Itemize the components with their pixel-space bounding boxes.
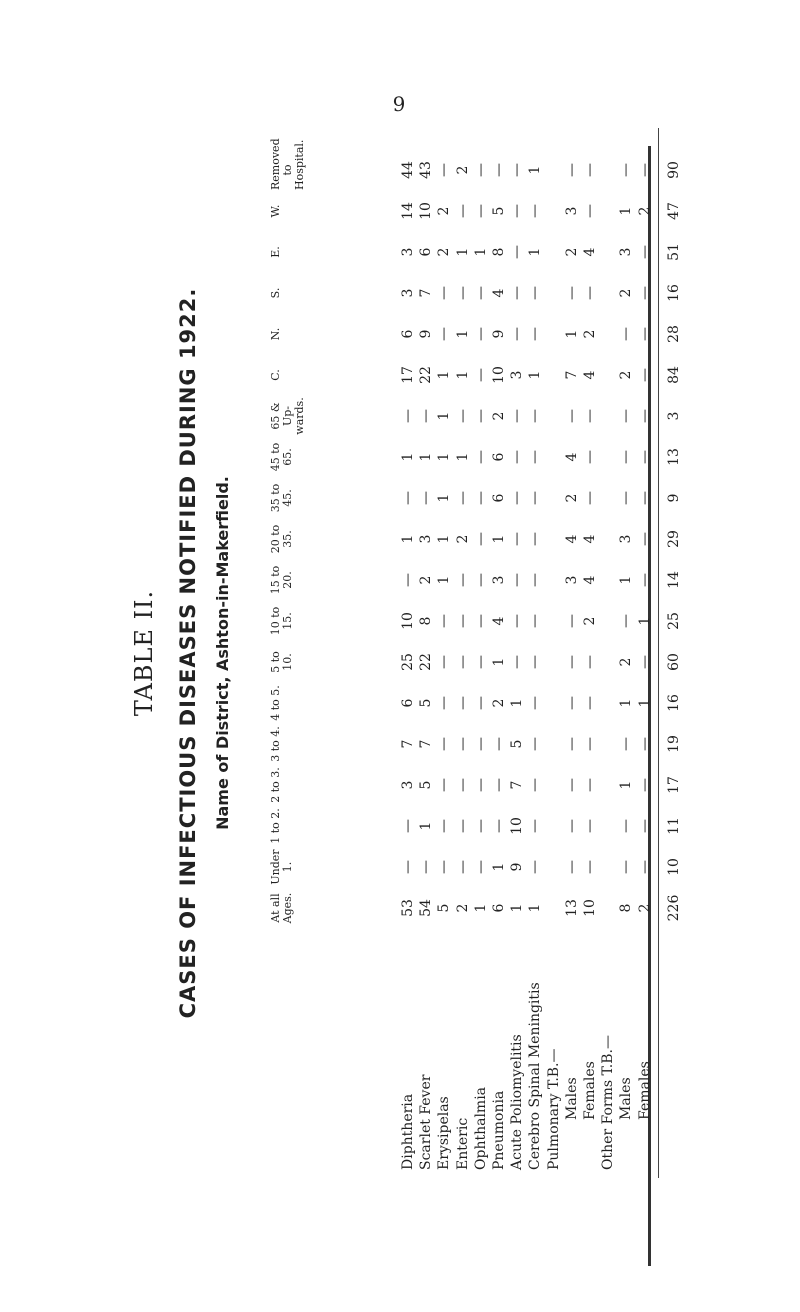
table-cell: 2 [582,616,598,626]
row-label: Males [563,1077,580,1120]
table-cell: — [582,737,598,751]
table-cell: — [472,204,489,218]
table-cell: — [563,778,580,792]
table-cell: — [582,860,598,874]
table-cell: 1 [527,370,544,380]
table-cell: 3 [618,247,635,257]
row-label: Erysipelas [436,1096,453,1170]
totals-rule [658,128,659,1178]
table-cell: — [454,614,471,628]
table-cell: 1 [418,821,435,831]
table-cell: 5 [436,903,453,913]
total-cell: 14 [666,571,682,589]
table-cell: — [436,819,453,833]
column-header: 20 to 35. [269,524,294,554]
table-cell: — [563,819,580,833]
table-cell: 9 [491,329,507,339]
table-cell: 1 [527,165,544,175]
table-cell: — [436,737,453,751]
table-cell: — [636,737,653,751]
table-cell: — [563,655,580,669]
column-header: 65 & Up-wards. [269,397,306,435]
table-cell: — [636,286,653,300]
table-cell: 2 [454,534,471,544]
total-cell: 13 [666,448,682,466]
table-cell: — [472,655,489,669]
table-cell: 43 [418,161,435,179]
column-header: Removed to Hospital. [269,138,306,190]
table-cell: 3 [418,534,435,544]
table-cell: — [400,860,416,874]
table-cell: — [509,327,526,341]
column-header: 1 to 2. [269,808,282,844]
table-cell: 2 [563,247,580,257]
table-cell: — [509,245,526,259]
table-cell: — [527,491,544,505]
column-header: 5 to 10. [269,651,294,673]
table-cell: — [454,696,471,710]
table-cell: 10 [400,612,416,630]
table-cell: 22 [418,366,435,384]
table-subtitle: Name of District, Ashton-in-Makerfield. [213,476,232,830]
table-cell: — [563,409,580,423]
row-label: Enteric [454,1117,471,1170]
table-cell: — [636,532,653,546]
total-cell: 11 [666,817,682,835]
table-cell: — [491,778,507,792]
table-cell: 1 [454,329,471,339]
table-cell: — [509,491,526,505]
table-cell: 1 [636,616,653,626]
column-header: S. [269,287,282,299]
table-cell: 3 [618,534,635,544]
table-cell: — [509,409,526,423]
table-cell: — [472,286,489,300]
table-cell: — [582,163,598,177]
table-cell: — [582,450,598,464]
table-cell: 5 [418,780,435,790]
table-cell: 1 [491,862,507,872]
table-cell: — [454,860,471,874]
table-cell: 2 [436,247,453,257]
table-cell: 10 [491,366,507,384]
table-cell: — [454,778,471,792]
column-header: At all Ages. [269,892,294,924]
column-header: 3 to 4. [269,726,282,762]
table-cell: — [618,614,635,628]
total-cell: 84 [666,366,682,384]
total-cell: 16 [666,694,682,712]
table-cell: — [472,778,489,792]
table-cell: — [563,614,580,628]
column-header: 45 to 65. [269,442,294,472]
table-cell: 1 [436,370,453,380]
column-header: W. [269,204,282,218]
table-cell: 1 [436,493,453,503]
table-cell: 14 [400,202,416,220]
table-cell: — [636,163,653,177]
table-cell: — [509,655,526,669]
table-cell: — [454,819,471,833]
table-cell: — [509,286,526,300]
table-cell: 2 [618,657,635,667]
table-cell: 3 [563,575,580,585]
table-cell: — [636,368,653,382]
total-cell: 17 [666,776,682,794]
table-cell: 1 [436,534,453,544]
table-cell: — [582,655,598,669]
table-cell: 5 [491,206,507,216]
rotated-table-page [130,128,690,1178]
table-cell: — [527,450,544,464]
table-cell: 2 [563,493,580,503]
table-cell: — [436,163,453,177]
table-cell: 8 [491,247,507,257]
table-cell: 1 [454,247,471,257]
table-cell: — [472,860,489,874]
table-cell: — [454,737,471,751]
table-cell: — [436,778,453,792]
table-cell: 1 [618,575,635,585]
table-cell: 22 [418,653,435,671]
table-cell: — [636,327,653,341]
table-cell: — [527,696,544,710]
table-cell: — [454,204,471,218]
table-cell: — [454,286,471,300]
row-label: Pulmonary T.B.— [545,1048,562,1170]
table-cell: 6 [400,698,416,708]
table-cell: 2 [618,370,635,380]
table-cell: 7 [418,739,435,749]
table-cell: — [491,737,507,751]
table-cell: — [472,614,489,628]
table-cell: — [509,532,526,546]
table-cell: 1 [618,780,635,790]
table-cell: — [472,819,489,833]
table-cell: — [509,614,526,628]
row-label: Ophthalmia [472,1086,489,1170]
total-cell: 16 [666,284,682,302]
table-cell: 1 [491,657,507,667]
table-cell: — [636,860,653,874]
table-cell: — [454,409,471,423]
table-cell: 4 [582,247,598,257]
table-cell: — [472,737,489,751]
total-cell: 10 [666,858,682,876]
table-cell: 8 [418,616,435,626]
table-cell: — [527,737,544,751]
row-label: Pneumonia [491,1090,507,1170]
table-cell: — [509,204,526,218]
table-cell: — [400,573,416,587]
table-cell: — [436,286,453,300]
total-cell: 226 [666,894,682,922]
table-cell: 25 [400,653,416,671]
table-cell: 4 [582,575,598,585]
table-cell: — [636,778,653,792]
table-cell: 2 [454,165,471,175]
row-label: Males [618,1077,635,1120]
table-cell: — [454,491,471,505]
table-label: TABLE II. [130,589,158,717]
table-cell: — [527,778,544,792]
table-cell: — [400,819,416,833]
table-cell: — [454,655,471,669]
table-cell: 1 [454,370,471,380]
table-cell: 1 [636,698,653,708]
table-cell: — [527,327,544,341]
table-cell: 53 [400,899,416,917]
table-cell: — [582,409,598,423]
total-cell: 3 [666,411,682,421]
table-cell: 1 [436,575,453,585]
table-cell: — [563,737,580,751]
total-cell: 28 [666,325,682,343]
table-cell: 8 [618,903,635,913]
page-number: 9 [392,92,406,116]
table-cell: 4 [491,288,507,298]
table-cell: — [563,163,580,177]
table-cell: 44 [400,161,416,179]
table-cell: 4 [563,534,580,544]
table-cell: — [527,655,544,669]
table-cell: 1 [400,534,416,544]
table-cell: — [636,655,653,669]
table-cell: 6 [491,493,507,503]
table-cell: — [509,450,526,464]
table-cell: — [527,573,544,587]
table-cell: 9 [509,862,526,872]
table-title: CASES OF INFECTIOUS DISEASES NOTIFIED DURING 1922. [176,287,200,1019]
table-cell: 3 [491,575,507,585]
table-cell: — [436,327,453,341]
table-cell: 2 [436,206,453,216]
table-cell: — [563,286,580,300]
table-cell: — [582,778,598,792]
table-cell: — [472,368,489,382]
table-cell: 6 [491,452,507,462]
table-cell: — [527,614,544,628]
table-cell: — [618,737,635,751]
table-cell: 1 [618,698,635,708]
table-cell: 4 [491,616,507,626]
table-cell: — [436,655,453,669]
table-cell: — [563,696,580,710]
table-cell: 1 [436,411,453,421]
table-cell: — [636,245,653,259]
table-cell: 2 [582,329,598,339]
column-header: 4 to 5. [269,685,282,721]
table-cell: 1 [618,206,635,216]
table-cell: — [582,491,598,505]
table-cell: — [618,819,635,833]
column-header: N. [269,327,282,341]
table-cell: 9 [418,329,435,339]
table-cell: 1 [527,247,544,257]
table-cell: — [636,491,653,505]
table-cell: 3 [400,780,416,790]
table-cell: 5 [418,698,435,708]
table-cell: — [436,614,453,628]
table-cell: — [636,819,653,833]
table-cell: 3 [563,206,580,216]
table-cell: — [472,696,489,710]
row-label: Other Forms T.B.— [600,1035,617,1170]
table-cell: 1 [454,452,471,462]
table-cell: 7 [400,739,416,749]
table-cell: — [418,491,435,505]
table-cell: — [618,409,635,423]
table-cell: 10 [582,899,598,917]
table-cell: — [472,450,489,464]
table-cell: 2 [418,575,435,585]
table-cell: — [582,204,598,218]
table-cell: — [563,860,580,874]
table-cell: — [618,860,635,874]
table-cell: 3 [400,288,416,298]
table-cell: 6 [491,903,507,913]
table-cell: 4 [582,370,598,380]
total-cell: 90 [666,161,682,179]
table-cell: — [636,573,653,587]
row-label: Females [636,1061,653,1120]
table-cell: — [400,491,416,505]
table-cell: — [436,696,453,710]
table-cell: 7 [418,288,435,298]
table-cell: — [491,163,507,177]
table-cell: 1 [436,452,453,462]
row-label: Females [582,1061,598,1120]
table-cell: 13 [563,899,580,917]
table-cell: 5 [509,739,526,749]
total-cell: 51 [666,243,682,261]
table-cell: — [472,327,489,341]
table-cell: 54 [418,899,435,917]
table-cell: 1 [491,534,507,544]
column-header: 2 to 3. [269,767,282,803]
table-cell: — [618,163,635,177]
table-cell: 2 [636,206,653,216]
table-cell: 3 [400,247,416,257]
table-cell: — [436,860,453,874]
total-cell: 29 [666,530,682,548]
table-cell: — [472,573,489,587]
table-cell: — [472,163,489,177]
table-cell: — [400,409,416,423]
table-cell: 17 [400,366,416,384]
table-cell: — [527,286,544,300]
table-cell: 2 [454,903,471,913]
table-cell: 7 [563,370,580,380]
column-header: E. [269,246,282,258]
table-cell: — [618,327,635,341]
table-cell: 1 [563,329,580,339]
table-cell: 6 [418,247,435,257]
column-header: Under 1. [269,849,294,885]
total-cell: 25 [666,612,682,630]
row-label: Scarlet Fever [418,1074,435,1170]
table-cell: — [618,491,635,505]
table-cell: — [527,409,544,423]
table-cell: — [527,819,544,833]
table-cell: 1 [472,903,489,913]
table-cell: — [618,450,635,464]
column-header: 10 to 15. [269,606,294,636]
column-header: C. [269,369,282,381]
total-cell: 9 [666,493,682,503]
table-cell: — [582,696,598,710]
table-cell: 1 [400,452,416,462]
table-cell: — [636,450,653,464]
table-cell: 1 [472,247,489,257]
table-cell: 1 [509,698,526,708]
table-cell: — [472,491,489,505]
total-cell: 60 [666,653,682,671]
column-header: 35 to 45. [269,483,294,513]
total-cell: 19 [666,735,682,753]
table-cell: 10 [418,202,435,220]
table-cell: 2 [491,698,507,708]
row-label: Cerebro Spinal Meningitis [527,982,544,1170]
table-cell: 6 [400,329,416,339]
table-cell: — [472,532,489,546]
table-cell: — [582,819,598,833]
table-cell: 4 [582,534,598,544]
table-cell: — [582,286,598,300]
data-table [270,128,690,1178]
table-cell: 2 [491,411,507,421]
table-cell: 7 [509,780,526,790]
row-label: Acute Poliomyelitis [509,1034,526,1170]
table-cell: 10 [509,817,526,835]
table-cell: — [527,204,544,218]
table-cell: — [527,860,544,874]
table-cell: — [509,163,526,177]
table-cell: 1 [527,903,544,913]
table-cell: — [636,409,653,423]
table-cell: — [454,573,471,587]
table-cell: — [491,819,507,833]
table-cell: 4 [563,452,580,462]
table-cell: 2 [618,288,635,298]
table-cell: — [472,409,489,423]
table-cell: — [418,860,435,874]
table-cell: 2 [636,903,653,913]
table-cell: — [418,409,435,423]
column-header: 15 to 20. [269,565,294,595]
table-cell: 1 [418,452,435,462]
total-cell: 47 [666,202,682,220]
table-cell: 3 [509,370,526,380]
row-label: Diphtheria [400,1093,416,1170]
table-cell: 1 [509,903,526,913]
table-cell: — [509,573,526,587]
table-cell: — [527,532,544,546]
